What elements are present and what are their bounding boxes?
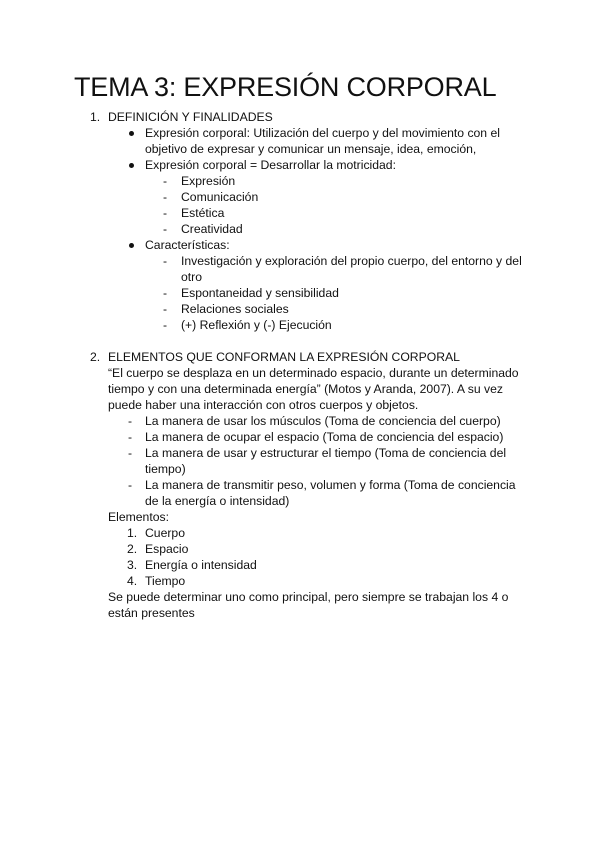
sub-item: Investigación y exploración del propio cuerpo, del entorno y del [181,254,522,268]
element-number: 4. [127,574,138,588]
dash-marker: - [128,430,133,444]
sub-item: Espontaneidad y sensibilidad [181,286,339,300]
dash-marker: - [128,414,133,428]
element-number: 3. [127,558,138,572]
dash-item: La manera de usar y estructurar el tiempo (Toma de conciencia del [145,446,507,460]
sub-item: Creatividad [181,222,243,236]
dash-marker: - [128,478,133,492]
element-item: Tiempo [145,574,186,588]
dash-marker: - [163,302,168,316]
bullet-icon [129,243,134,248]
bullet-3-line-1: Características: [145,238,230,252]
bullet-1-line-2: objetivo de expresar y comunicar un mensaje, idea, emoción, [145,142,477,156]
element-number: 2. [127,542,138,556]
page-title: TEMA 3: EXPRESIÓN CORPORAL [74,72,497,102]
element-item: Energía o intensidad [145,558,257,572]
dash-marker: - [163,286,168,300]
dash-item-continuation: tiempo) [145,462,186,476]
section-1-heading: DEFINICIÓN Y FINALIDADES [108,110,273,124]
elements-label: Elementos: [108,510,169,524]
dash-marker: - [163,254,168,268]
dash-marker: - [128,446,133,460]
sub-item: Expresión [181,174,236,188]
element-item: Espacio [145,542,189,556]
bullet-1-line-1: Expresión corporal: Utilización del cuerpo y del movimiento con el [145,126,500,140]
dash-marker: - [163,222,168,236]
dash-marker: - [163,190,168,204]
dash-marker: - [163,206,168,220]
bullet-2-line-1: Expresión corporal = Desarrollar la motricidad: [145,158,396,172]
section-1-number: 1. [90,110,101,124]
sub-item: Relaciones sociales [181,302,289,316]
section-2-heading: ELEMENTOS QUE CONFORMAN LA EXPRESIÓN CORPORAL [108,350,460,364]
sub-item: (+) Reflexión y (-) Ejecución [181,318,332,332]
quote-line: puede haber una interacción con otros cuerpos y objetos. [108,398,419,412]
dash-item-continuation: de la energía o intensidad) [145,494,290,508]
quote-line: tiempo y con una determinada energía” (Motos y Aranda, 2007). A su vez [108,382,503,396]
element-number: 1. [127,526,138,540]
section-2-number: 2. [90,350,101,364]
dash-item: La manera de ocupar el espacio (Toma de conciencia del espacio) [145,430,504,444]
closing-line: están presentes [108,606,195,620]
quote-line: “El cuerpo se desplaza en un determinado espacio, durante un determinado [108,366,519,380]
sub-item: Estética [181,206,225,220]
sub-item-continuation: otro [181,270,203,284]
dash-item: La manera de usar los músculos (Toma de conciencia del cuerpo) [145,414,501,428]
dash-marker: - [163,174,168,188]
sub-item: Comunicación [181,190,259,204]
dash-item: La manera de transmitir peso, volumen y forma (Toma de conciencia [145,478,516,492]
dash-marker: - [163,318,168,332]
bullet-icon [129,131,134,136]
bullet-icon [129,163,134,168]
closing-line: Se puede determinar uno como principal, pero siempre se trabajan los 4 o [108,590,509,604]
element-item: Cuerpo [145,526,185,540]
